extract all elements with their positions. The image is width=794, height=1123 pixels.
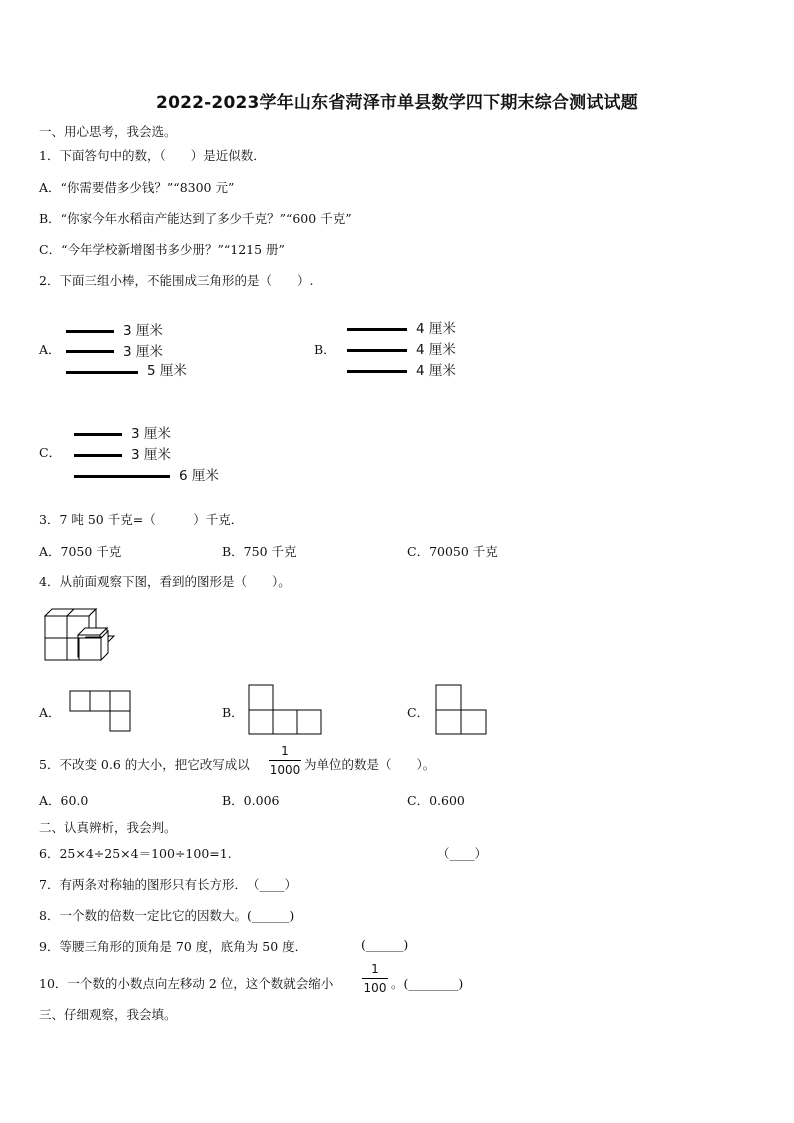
- question-6-answer-blank[interactable]: （____）: [437, 846, 488, 861]
- stick-a2: [66, 350, 114, 353]
- question-2-stem: 2．下面三组小棒，不能围成三角形的是（ ）.: [39, 273, 314, 288]
- stick-a1: [66, 330, 114, 333]
- option-a-view-shape: [69, 690, 133, 734]
- stick-a2-length: 3 厘米: [123, 344, 163, 360]
- question-4-option-a-label: A．: [39, 705, 61, 720]
- fraction-bar: [269, 760, 301, 761]
- section-3-heading: 三、仔细观察，我会填。: [39, 1007, 177, 1022]
- fraction-denominator: 100: [363, 981, 387, 995]
- question-3-stem: 3．7 吨 50 千克=（ ）千克．: [39, 512, 244, 527]
- fraction-denominator: 1000: [269, 763, 301, 777]
- stick-c3: [74, 475, 170, 478]
- question-1-option-b: B．“你家今年水稻亩产能达到了多少千克？”“600 千克”: [39, 211, 352, 226]
- fraction-numerator: 1: [371, 962, 379, 976]
- question-3-option-b: B．750 千克: [222, 544, 297, 559]
- question-6-stem: 6．25×4÷25×4＝100÷100=1.: [39, 846, 232, 861]
- question-4-option-b-label: B．: [222, 705, 244, 720]
- cube-stack-figure: [42, 605, 122, 665]
- stick-c3-length: 6 厘米: [179, 468, 219, 484]
- question-5-option-a: A．60.0: [39, 793, 89, 808]
- question-3-option-c: C．70050 千克: [407, 544, 498, 559]
- stick-b3: [347, 370, 407, 373]
- stick-c1: [74, 433, 122, 436]
- question-7-stem: 7．有两条对称轴的图形只有长方形． （____）: [39, 877, 297, 892]
- question-2-option-a-label: A．: [39, 342, 61, 357]
- question-10-stem-start: 10．一个数的小数点向左移动 2 位，这个数就会缩小: [39, 976, 334, 991]
- stick-b2: [347, 349, 407, 352]
- stick-b1-length: 4 厘米: [416, 321, 456, 337]
- question-5-fraction: [269, 744, 301, 777]
- question-5-option-c: C．0.600: [407, 793, 465, 808]
- question-4-stem: 4．从前面观察下图，看到的图形是（ ）。: [39, 574, 291, 589]
- question-1-option-c: C．“今年学校新增图书多少册？”“1215 册”: [39, 242, 285, 257]
- question-4-option-c-label: C．: [407, 705, 430, 720]
- question-1-option-a: A．“你需要借多少钱？”“8300 元”: [39, 180, 235, 195]
- section-1-heading: 一、用心思考，我会选。: [39, 124, 177, 139]
- stick-c2: [74, 454, 122, 457]
- question-2-option-b-label: B．: [314, 342, 336, 357]
- stick-c2-length: 3 厘米: [131, 447, 171, 463]
- question-5-option-b: B．0.006: [222, 793, 280, 808]
- question-8-stem: 8．一个数的倍数一定比它的因数大。(______): [39, 908, 295, 923]
- question-5-stem-start: 5．不改变 0.6 的大小，把它改写成以: [39, 757, 250, 772]
- question-9-stem: 9．等腰三角形的顶角是 70 度，底角为 50 度．: [39, 939, 308, 954]
- question-10-stem-end: 。(________): [391, 976, 464, 991]
- stick-b1: [347, 328, 407, 331]
- section-2-heading: 二、认真辨析，我会判。: [39, 820, 177, 835]
- option-b-view-shape: [248, 684, 324, 738]
- stick-a3: [66, 371, 138, 374]
- stick-b3-length: 4 厘米: [416, 363, 456, 379]
- question-2-option-c-label: C．: [39, 445, 62, 460]
- stick-b2-length: 4 厘米: [416, 342, 456, 358]
- question-9-answer-blank[interactable]: (______): [361, 937, 409, 952]
- page-title: 2022-2023学年山东省菏泽市单县数学四下期末综合测试试题: [156, 93, 638, 113]
- question-3-option-a: A．7050 千克: [39, 544, 122, 559]
- option-c-view-shape: [435, 684, 491, 738]
- fraction-bar: [362, 978, 388, 979]
- question-5-stem-end: 为单位的数是（ ）。: [304, 757, 436, 772]
- question-1-stem: 1．下面答句中的数，（ ）是近似数．: [39, 148, 266, 163]
- fraction-numerator: 1: [281, 744, 289, 758]
- stick-c1-length: 3 厘米: [131, 426, 171, 442]
- stick-a3-length: 5 厘米: [147, 363, 187, 379]
- question-10-fraction: [362, 962, 388, 995]
- stick-a1-length: 3 厘米: [123, 323, 163, 339]
